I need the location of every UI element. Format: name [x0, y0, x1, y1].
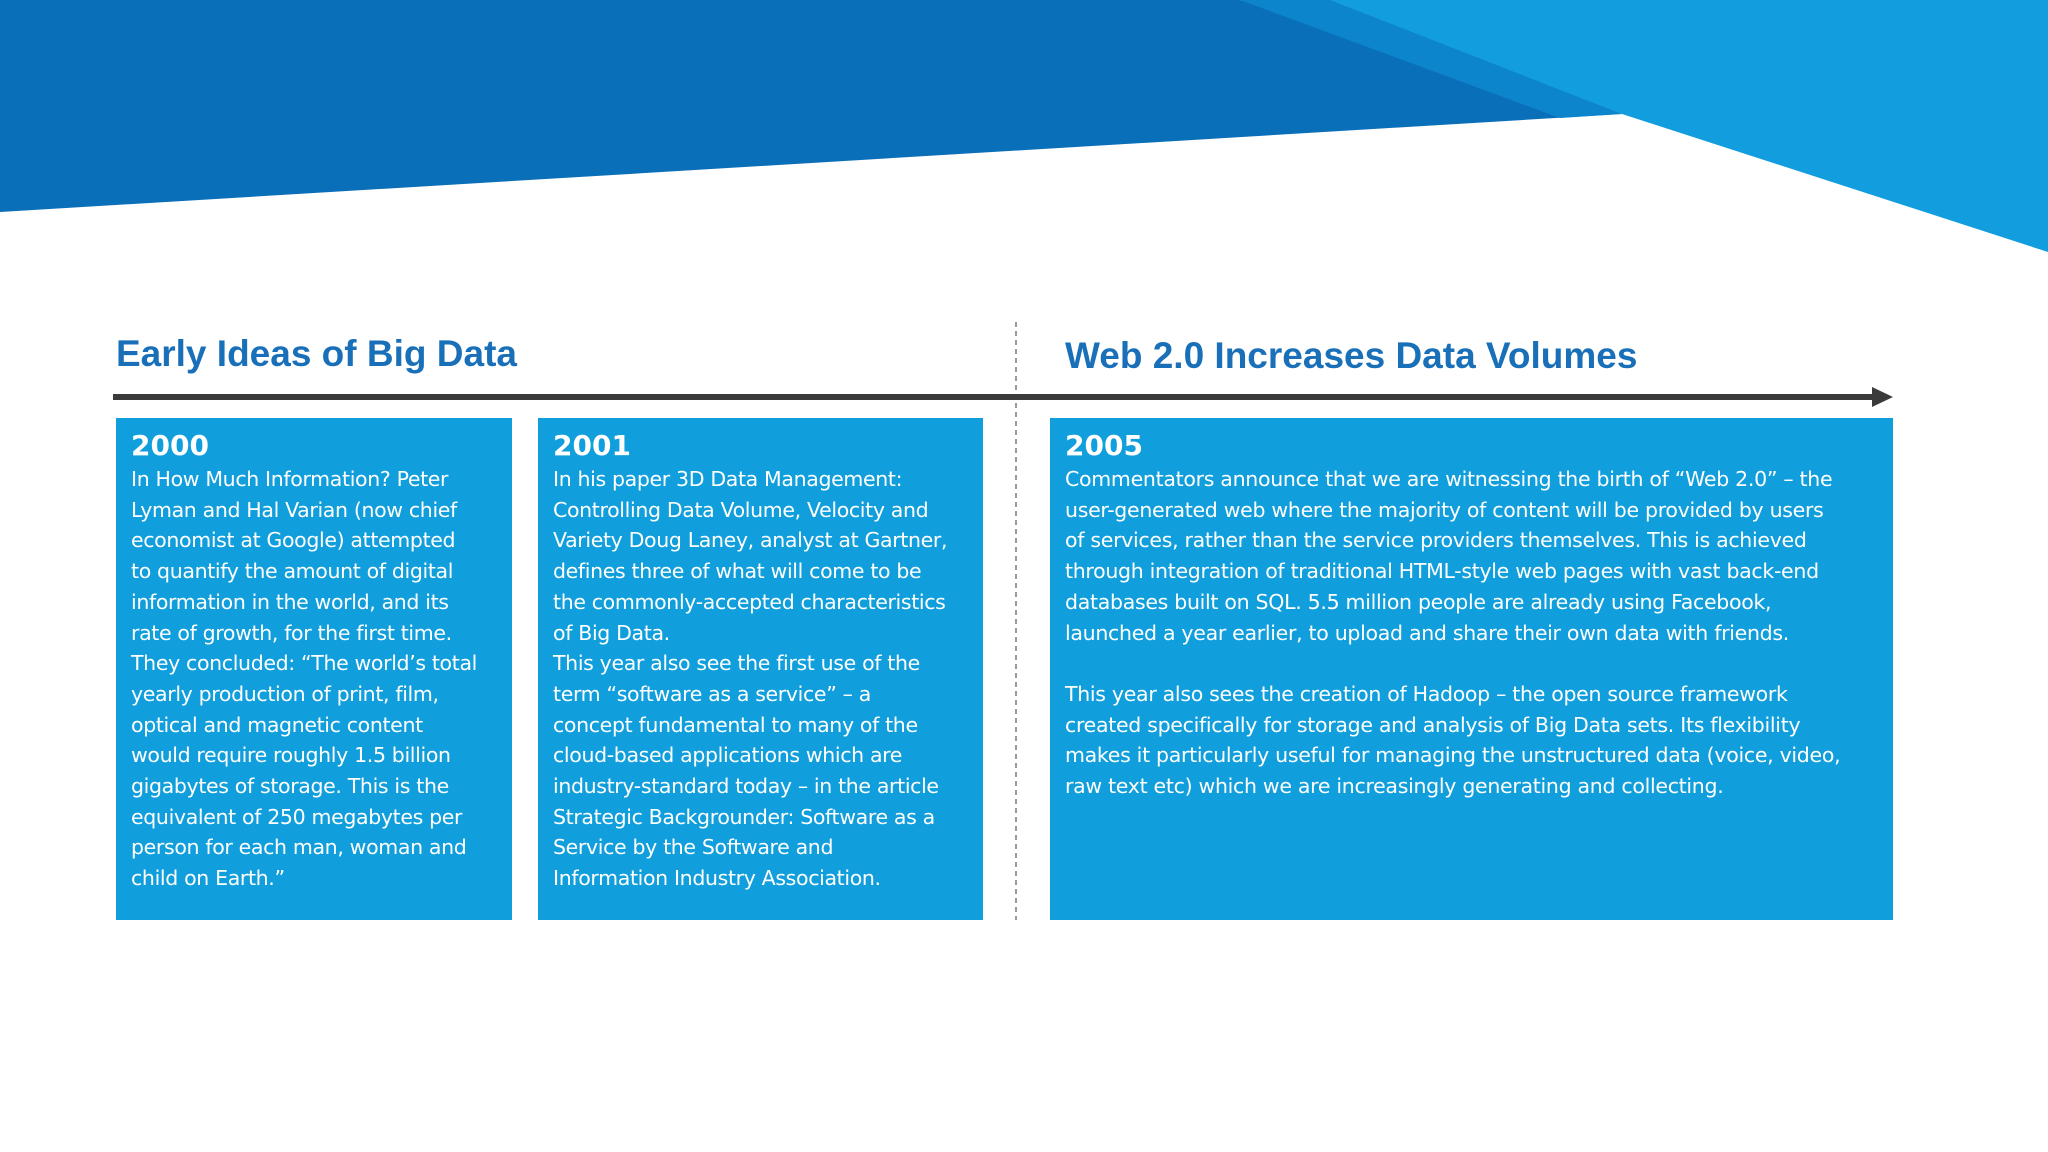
card-text-line: to quantify the amount of digital [131, 559, 454, 584]
card-text-line: would require roughly 1.5 billion [131, 743, 451, 768]
card-text-line: user-generated web where the majority of content will be provided by users [1065, 497, 1824, 522]
card-year: 2000 [131, 429, 209, 462]
card-text-line: person for each man, woman and [131, 835, 467, 860]
card-text-line: of Big Data. [553, 620, 670, 645]
card-text-line: Information Industry Association. [553, 866, 881, 891]
card-text-line: child on Earth.” [131, 866, 285, 891]
card-text-line: yearly production of print, film, [131, 681, 439, 706]
card-text-line: concept fundamental to many of the [553, 712, 918, 737]
card-2000 [116, 418, 512, 920]
card-text-line: rate of growth, for the first time. [131, 620, 452, 645]
card-text-line: optical and magnetic content [131, 712, 423, 737]
card-text-line: Lyman and Hal Varian (now chief [131, 497, 457, 522]
card-text-line: Commentators announce that we are witnessing the birth of “Web 2.0” – the [1065, 467, 1833, 491]
section-heading-web-2: Web 2.0 Increases Data Volumes [1065, 335, 1638, 376]
card-text-line: defines three of what will come to be [553, 559, 922, 584]
card-text-line: gigabytes of storage. This is the [131, 774, 449, 799]
card-text-line: Controlling Data Volume, Velocity and [553, 497, 929, 522]
card-text-line: of services, rather than the service providers themselves. This is achieved [1065, 528, 1807, 553]
card-body [131, 464, 497, 894]
card-text-line: economist at Google) attempted [131, 528, 456, 553]
card-text-line: information in the world, and its [131, 589, 449, 614]
card-text-line: Strategic Backgrounder: Software as a [553, 804, 935, 829]
card-text-line: This year also sees the creation of Hadoop – the open source framework [1065, 681, 1788, 706]
card-text-line: Service by the Software and [553, 835, 834, 860]
card-text-line: raw text etc) which we are increasingly generating and collecting. [1065, 774, 1724, 799]
card-body [553, 464, 968, 894]
card-text-line: launched a year earlier, to upload and share their own data with friends. [1065, 620, 1789, 645]
card-text-line: This year also see the first use of the [553, 651, 920, 676]
card-text-line: industry-standard today – in the article [553, 774, 939, 799]
card-year: 2001 [553, 429, 631, 462]
card-year: 2005 [1065, 429, 1143, 462]
card-text-line: term “software as a service” – a [553, 681, 871, 706]
card-text-line: They concluded: “The world’s total [131, 651, 477, 676]
section-heading-early-ideas: Early Ideas of Big Data [116, 333, 517, 374]
card-body [1065, 464, 1878, 802]
card-text-line: makes it particularly useful for managing the unstructured data (voice, video, [1065, 743, 1841, 768]
card-text-line: cloud-based applications which are [553, 743, 903, 768]
card-text-line: Variety Doug Laney, analyst at Gartner, [553, 528, 948, 553]
card-text-line: databases built on SQL. 5.5 million people are already using Facebook, [1065, 589, 1772, 614]
card-2005 [1050, 418, 1893, 920]
card-text-line: created specifically for storage and analysis of Big Data sets. Its flexibility [1065, 712, 1801, 737]
card-text-line: In his paper 3D Data Management: [553, 467, 903, 491]
card-text-line: through integration of traditional HTML-style web pages with vast back-end [1065, 559, 1819, 584]
card-2001 [538, 418, 983, 920]
card-text-line: the commonly-accepted characteristics [553, 589, 946, 614]
paragraph-gap [1065, 648, 1878, 679]
card-text-line: equivalent of 250 megabytes per [131, 804, 463, 829]
card-text-line: In How Much Information? Peter [131, 467, 449, 491]
